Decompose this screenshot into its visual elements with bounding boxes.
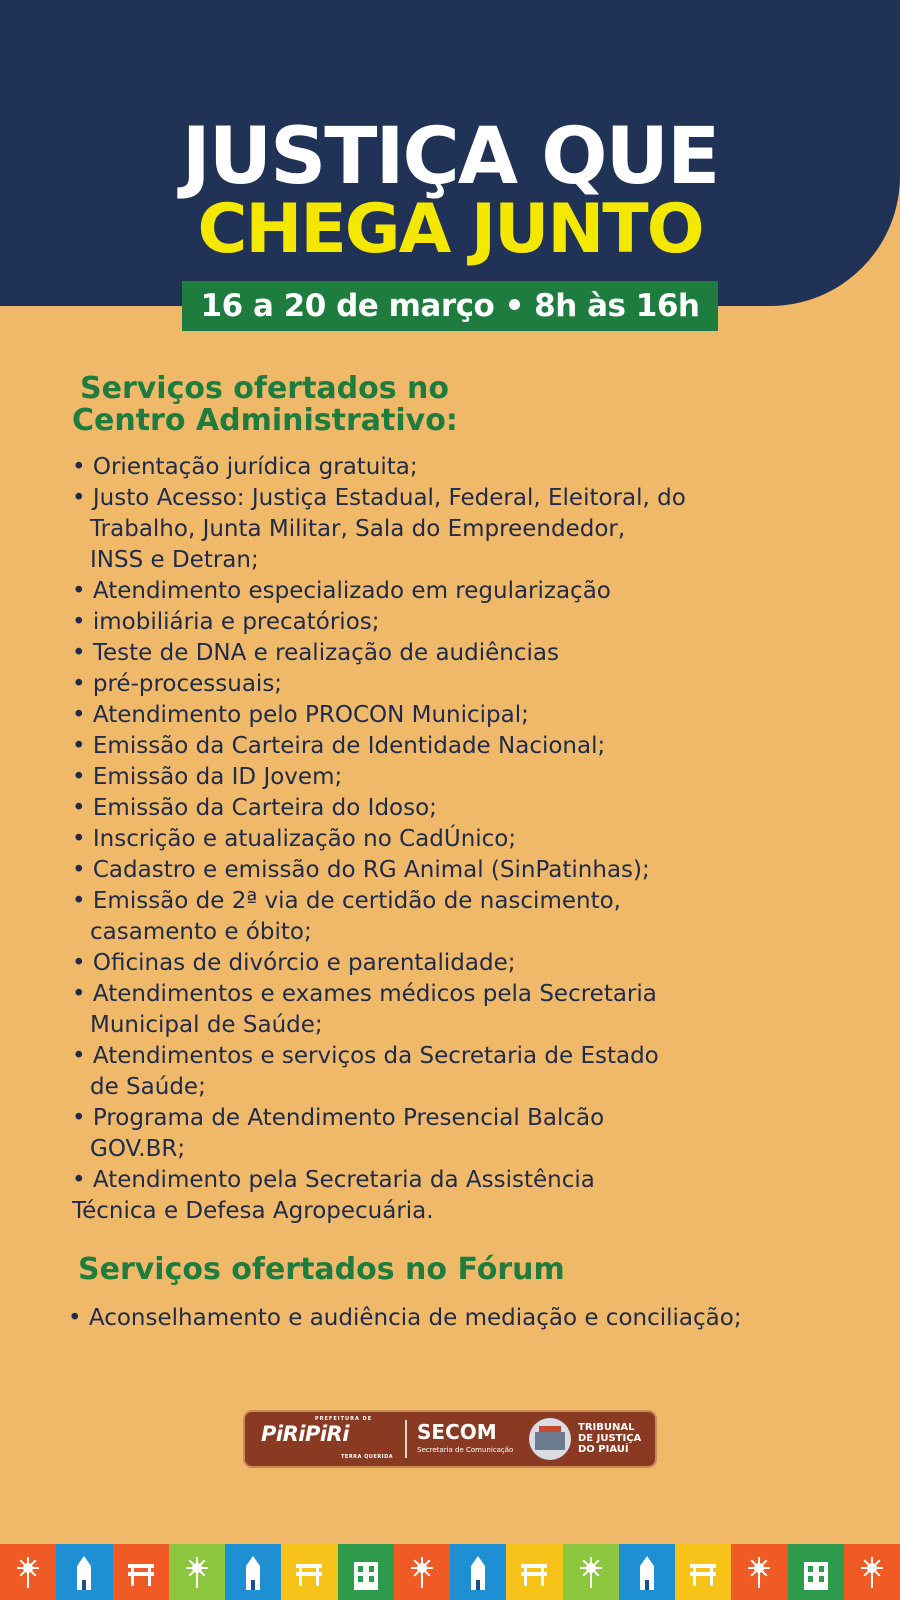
logo-divider [405,1420,407,1458]
footer-tile [844,1544,900,1600]
footer-tile [281,1544,337,1600]
service-list-item: • Inscrição e atualização no CadÚnico; [72,826,517,852]
partner-logos-bar [243,1410,657,1468]
footer-tile [675,1544,731,1600]
footer-tile [788,1544,844,1600]
title-line-1: JUSTIÇA QUE [181,112,719,202]
service-list-item: • Atendimento especializado em regularização [72,578,611,604]
tribunal-logo-line-2: DE JUSTIÇA [578,1433,642,1444]
flower-icon [576,1554,606,1590]
flower-icon [744,1554,774,1590]
service-list-item: • Programa de Atendimento Presencial Balcão [72,1105,605,1131]
service-list-item: INSS e Detran; [90,547,259,573]
service-list-item: • Emissão da ID Jovem; [72,764,343,790]
service-list-item: casamento e óbito; [90,919,312,945]
footer-tile [338,1544,394,1600]
forum-services-list [68,1303,848,1334]
service-list-item: • Cadastro e emissão do RG Animal (SinPatinhas); [72,857,650,883]
service-list-item: • Atendimento pelo PROCON Municipal; [72,702,529,728]
date-badge: 16 a 20 de março • 8h às 16h [182,281,718,331]
bench-icon [126,1554,156,1590]
piripiri-logo-prefix: PREFEITURA DE [315,1416,373,1422]
secom-logo-subtitle: Secretaria de Comunicação [417,1446,514,1454]
church-icon [463,1554,493,1590]
footer-tile [56,1544,112,1600]
service-list-item: • Atendimentos e serviços da Secretaria de Estado [72,1043,659,1069]
service-list-item: • pré-processuais; [72,671,283,697]
building-icon [351,1554,381,1590]
flower-icon [407,1554,437,1590]
piripiri-logo-tagline: TERRA QUERIDA [341,1454,394,1460]
service-list-item: • Oficinas de divórcio e parentalidade; [72,950,516,976]
service-list-item: • Emissão de 2ª via de certidão de nascimento, [72,888,621,914]
piripiri-logo: PiRiPiRi [261,1422,349,1446]
footer-tile [450,1544,506,1600]
footer-tile [113,1544,169,1600]
building-icon [801,1554,831,1590]
service-list-item: • Atendimento pela Secretaria da Assistência [72,1167,595,1193]
tribunal-logo-line-1: TRIBUNAL [578,1422,635,1433]
footer-tile [506,1544,562,1600]
section-title-centro-line-1: Serviços ofertados no [80,371,450,406]
bench-icon [688,1554,718,1590]
footer-tile [394,1544,450,1600]
centro-services-list [72,452,852,1227]
decorative-footer-strip [0,1544,900,1600]
service-list-item: • Atendimentos e exames médicos pela Secretaria [72,981,657,1007]
service-list-item: Municipal de Saúde; [90,1012,323,1038]
tribunal-logo [578,1422,641,1455]
service-list-item: de Saúde; [90,1074,206,1100]
secom-logo: SECOM [417,1420,497,1444]
flower-icon [857,1554,887,1590]
service-list-item: • Justo Acesso: Justiça Estadual, Federal, Eleitoral, do Trabalho, Junta Militar, Sala do Empreendedor, [72,485,686,542]
footer-tile [731,1544,787,1600]
flower-icon [182,1554,212,1590]
flower-icon [13,1554,43,1590]
footer-tile [563,1544,619,1600]
section-title-centro-line-2: Centro Administrativo: [72,403,458,438]
service-list-item: • Emissão da Carteira do Idoso; [72,795,437,821]
bench-icon [294,1554,324,1590]
church-icon [238,1554,268,1590]
service-list-item: • Emissão da Carteira de Identidade Nacional; [72,733,606,759]
service-list-item: • Aconselhamento e audiência de mediação e conciliação; [68,1305,742,1331]
footer-tile [169,1544,225,1600]
title-line-2: CHEGA JUNTO [197,190,703,269]
service-list-item: • Orientação jurídica gratuita; [72,454,418,480]
tribunal-emblem-icon [529,1418,571,1460]
footer-tile [225,1544,281,1600]
service-list-item: • Teste de DNA e realização de audiências [72,640,559,666]
footer-tile [619,1544,675,1600]
footer-tile [0,1544,56,1600]
tribunal-logo-line-3: DO PIAUÍ [578,1444,629,1455]
service-list-item: GOV.BR; [90,1136,186,1162]
church-icon [632,1554,662,1590]
church-icon [69,1554,99,1590]
service-list-item: • imobiliária e precatórios; [72,609,380,635]
service-list-item: Técnica e Defesa Agropecuária. [72,1198,434,1224]
bench-icon [519,1554,549,1590]
section-title-forum: Serviços ofertados no Fórum [78,1252,565,1287]
